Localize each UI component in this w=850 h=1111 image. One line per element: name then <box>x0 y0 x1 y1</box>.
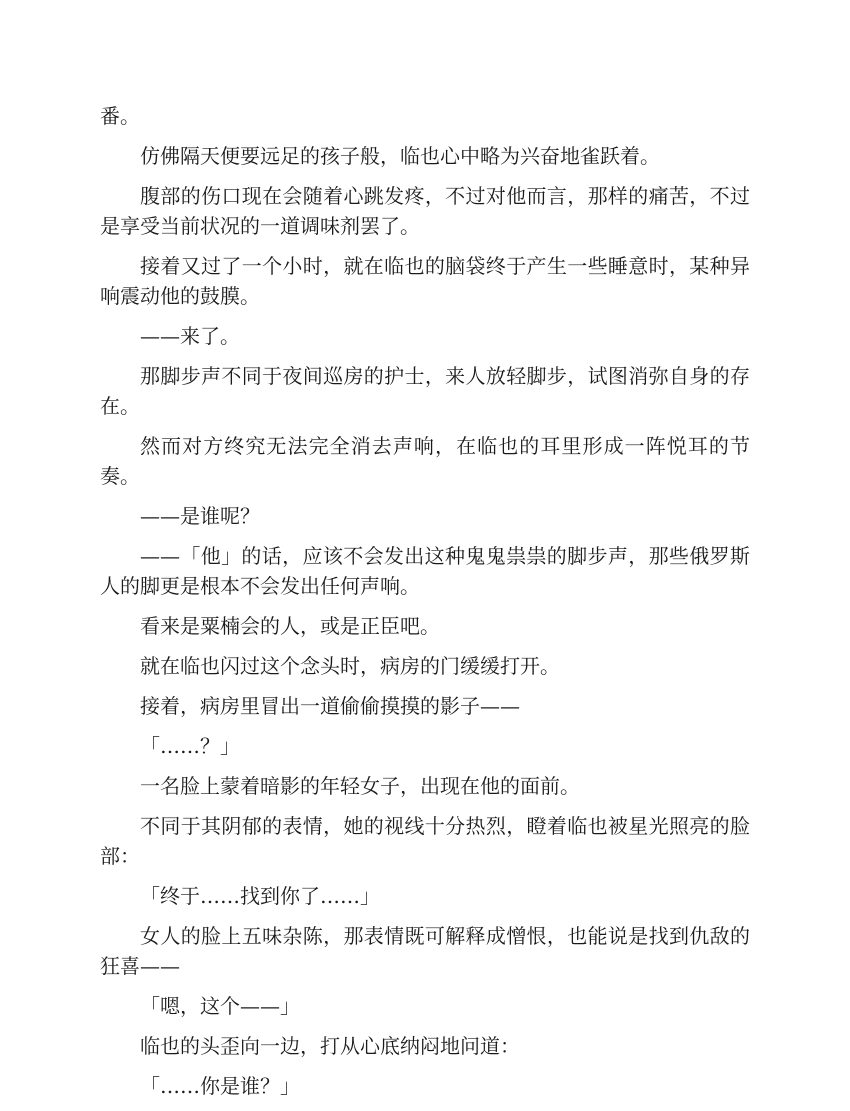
paragraph: 仿佛隔天便要远足的孩子般，临也心中略为兴奋地雀跃着。 <box>140 144 660 168</box>
paragraph: 女人的脸上五味杂陈，那表情既可解释成憎恨，也能说是找到仇敌的狂喜—— <box>100 924 750 978</box>
paragraph: 「嗯，这个——」 <box>140 994 300 1018</box>
paragraph: 「……？」 <box>140 734 240 758</box>
page-body <box>100 101 750 1111</box>
paragraph: 就在临也闪过这个念头时，病房的门缓缓打开。 <box>140 654 560 678</box>
paragraph: 那脚步声不同于夜间巡房的护士，来人放轻脚步，试图消弥自身的存在。 <box>100 364 750 418</box>
paragraph: 「……你是谁？」 <box>140 1074 300 1098</box>
paragraph: 接着，病房里冒出一道偷偷摸摸的影子—— <box>140 694 520 718</box>
paragraph: 腹部的伤口现在会随着心跳发疼，不过对他而言，那样的痛苦，不过是享受当前状况的一道调味剂罢了。 <box>100 184 750 238</box>
paragraph: 番。 <box>100 104 140 128</box>
paragraph: 临也的头歪向一边，打从心底纳闷地问道： <box>140 1034 520 1058</box>
paragraph: ——是谁呢？ <box>140 504 260 528</box>
paragraph: 看来是粟楠会的人，或是正臣吧。 <box>140 614 440 638</box>
paragraph: ——「他」的话，应该不会发出这种鬼鬼祟祟的脚步声，那些俄罗斯人的脚更是根本不会发出任何声响。 <box>100 544 750 598</box>
paragraph: 一名脸上蒙着暗影的年轻女子，出现在他的面前。 <box>140 774 580 798</box>
paragraph: 「终于……找到你了……」 <box>140 884 380 908</box>
paragraph: 不同于其阴郁的表情，她的视线十分热烈，瞪着临也被星光照亮的脸部： <box>100 814 750 868</box>
paragraph: ——来了。 <box>140 324 240 348</box>
paragraph: 然而对方终究无法完全消去声响，在临也的耳里形成一阵悦耳的节奏。 <box>100 434 750 488</box>
paragraph: 接着又过了一个小时，就在临也的脑袋终于产生一些睡意时，某种异响震动他的鼓膜。 <box>100 254 750 308</box>
